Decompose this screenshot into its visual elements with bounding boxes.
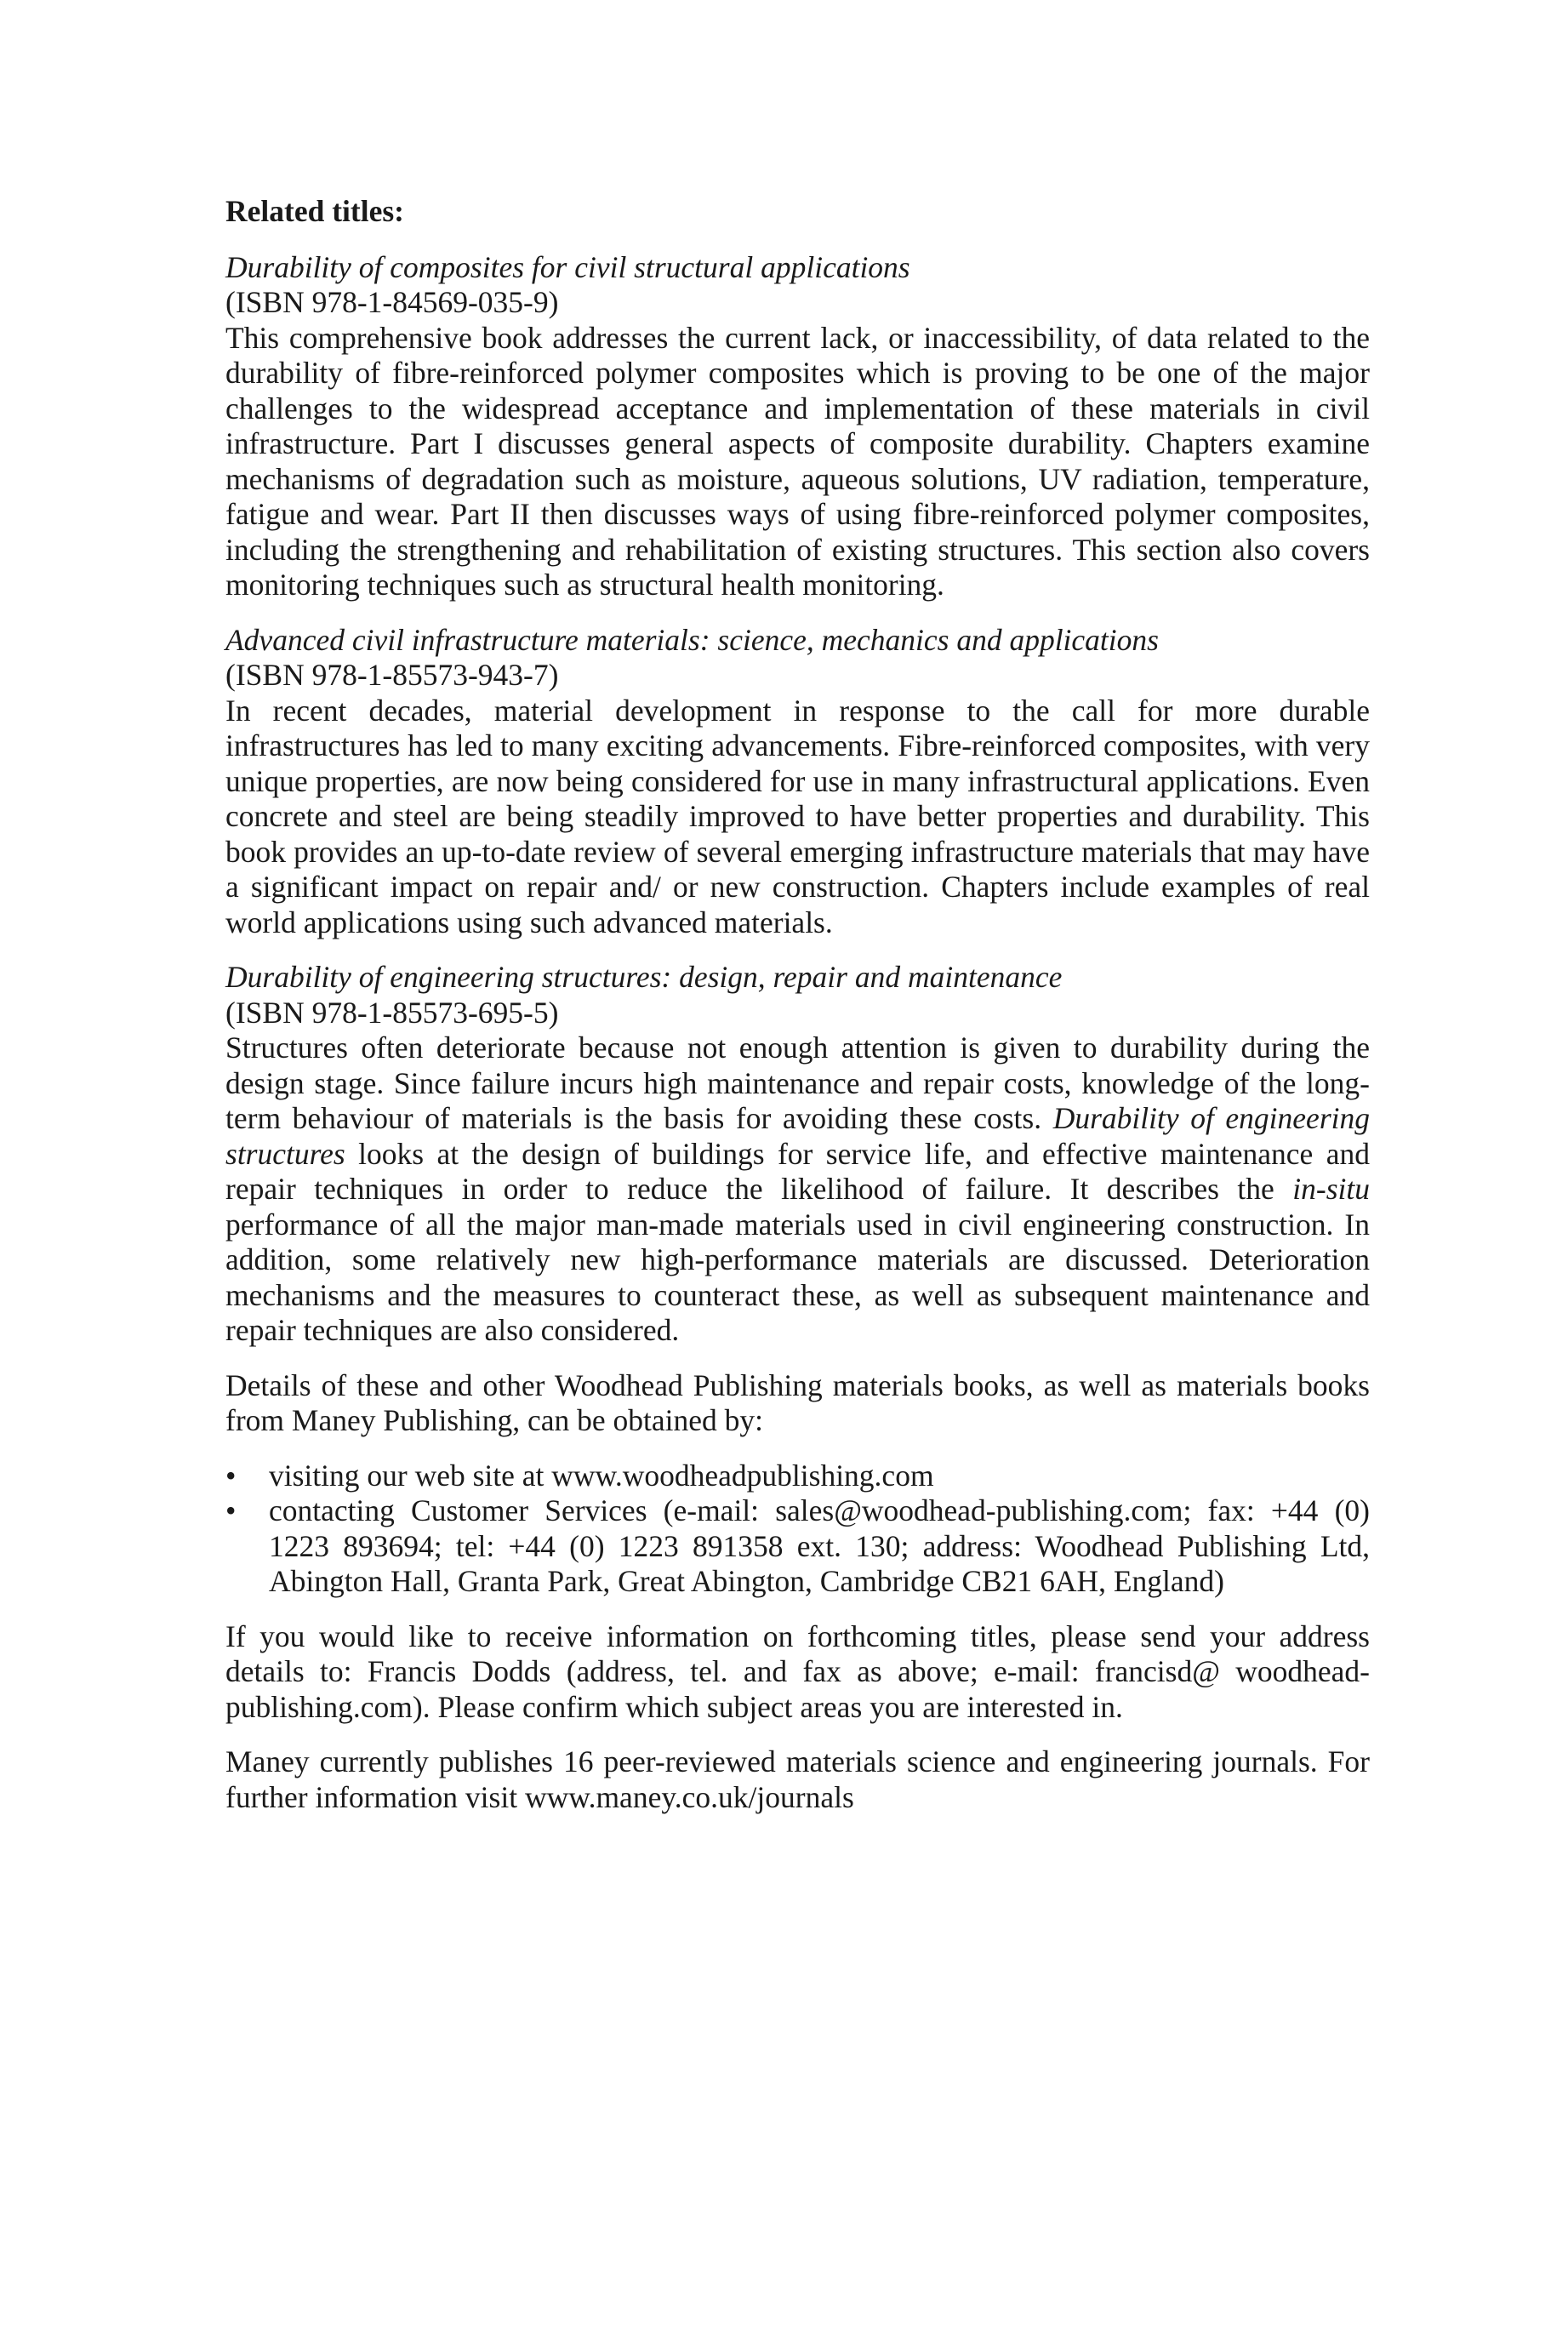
book-description-italic: in-situ [1292, 1172, 1370, 1206]
book-description-part: Structures often deteriorate because not enough attention is given to durability during the design stage. Since failure incurs high maintenance and repair costs, knowledge of the long-term behaviour of materials is the basis for avoiding these costs. [225, 1030, 1370, 1135]
bullet-icon: • [225, 1458, 237, 1493]
book-description-italic: Durability of engineering structures [225, 1101, 1370, 1171]
maney-paragraph: Maney currently publishes 16 peer-reviewed materials science and engineering journals. For further information visit www.maney.co.uk/journals [225, 1744, 1370, 1814]
book-entry [225, 623, 1370, 941]
contact-list [225, 1459, 1370, 1600]
book-isbn: (ISBN 978-1-85573-695-5) [225, 995, 559, 1030]
book-description-part: looks at the design of buildings for service life, and effective maintenance and repair techniques in order to reduce the likelihood of failure. It describes the [225, 1136, 1370, 1206]
book-isbn: (ISBN 978-1-85573-943-7) [225, 658, 559, 692]
book-entry [225, 960, 1370, 1349]
book-title: Durability of composites for civil structural applications [225, 249, 910, 284]
page-heading: Related titles: [225, 194, 404, 228]
forthcoming-paragraph: If you would like to receive information on forthcoming titles, please send your address details to: Francis Dodds (address, tel. and fax as above; e-mail: francisd@ woodhead-publishing.com). Please confirm which subject areas you are interested in. [225, 1618, 1370, 1724]
book-entry [225, 250, 1370, 603]
book-description: In recent decades, material development in response to the call for more durable infrastructures has led to many exciting advancements. Fibre-reinforced composites, with very unique properties, are now being considered for use in many infrastructural applications. Even concrete and steel are being steadily improved to have better properties and durability. This book provides an up-to-date review of several emerging infrastructure materials that may have a significant impact on repair and/ or new construction. Chapters include examples of real world applications using such advanced materials. [225, 693, 1370, 939]
book-title: Durability of engineering structures: design, repair and maintenance [225, 960, 1063, 994]
list-item [225, 1493, 1370, 1600]
list-item-text: visiting our web site at www.woodheadpublishing.com [269, 1458, 934, 1493]
list-item-text: contacting Customer Services (e-mail: sales@woodhead-publishing.com; fax: +44 (0) 1223 893694; tel: +44 (0) 1223 891358 ext. 130; address: Woodhead Publishing Ltd, Abington Hall, Granta Park, Great Abington, Cambridge CB21 6AH, England) [269, 1493, 1370, 1598]
bullet-icon: • [225, 1493, 237, 1527]
document-page [225, 194, 1370, 1835]
book-isbn: (ISBN 978-1-84569-035-9) [225, 285, 559, 319]
book-title: Advanced civil infrastructure materials: science, mechanics and applications [225, 622, 1159, 657]
book-description-part: performance of all the major man-made materials used in civil engineering construction. In addition, some relatively new high-performance materials are discussed. Deterioration mechanisms and the measures to counteract these, as well as subsequent maintenance and repair techniques are also considered. [225, 1207, 1370, 1347]
list-item [225, 1459, 1370, 1494]
details-intro: Details of these and other Woodhead Publishing materials books, as well as materials books from Maney Publishing, can be obtained by: [225, 1367, 1370, 1437]
book-description: This comprehensive book addresses the current lack, or inaccessibility, of data related to the durability of fibre-reinforced polymer composites which is proving to be one of the major challenges to the widespread acceptance and implementation of these materials in civil infrastructure. Part I discusses general aspects of composite durability. Chapters examine mechanisms of degradation such as moisture, aqueous solutions, UV radiation, temperature, fatigue and wear. Part II then discusses ways of using fibre-reinforced polymer composites, including the strengthening and rehabilitation of existing structures. This section also covers monitoring techniques such as structural health monitoring. [225, 320, 1370, 602]
